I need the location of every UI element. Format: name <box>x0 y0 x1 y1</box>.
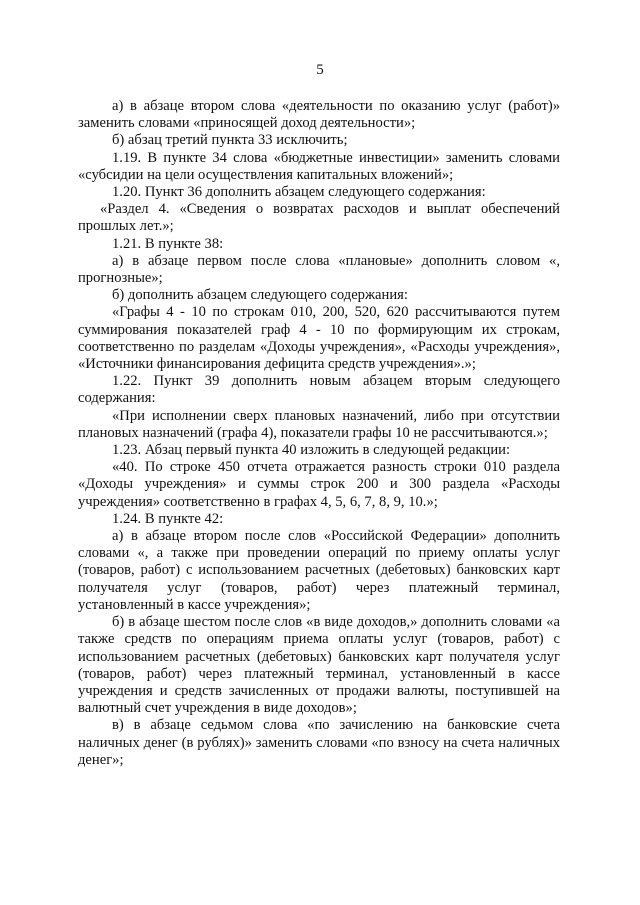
paragraph-3: 1.19. В пункте 34 слова «бюджетные инвестиции» заменить словами «субсидии на цели осуществления капитальных вложений»; <box>78 149 560 183</box>
paragraph-15: а) в абзаце втором после слов «Российской Федерации» дополнить словами «, а также при проведении операций по приему оплаты услуг (товаров, работ) с использованием расчетных (дебетовых) банковских карт получателя услуг (товаров, работ) через платежный терминал, установленный в кассе учреждения»; <box>78 528 560 613</box>
paragraph-1: а) в абзаце втором слова «деятельности по оказанию услуг (работ)» заменить словами «приносящей доход деятельности»; <box>78 98 560 132</box>
page-number: 5 <box>316 62 324 78</box>
document-body <box>78 98 560 769</box>
paragraph-17: в) в абзаце седьмом слова «по зачислению на банковские счета наличных денег (в рублях)» заменить словами «по взносу на счета наличных денег»; <box>78 717 560 768</box>
paragraph-2: б) абзац третий пункта 33 исключить; <box>112 132 348 149</box>
paragraph-11: «При исполнении сверх плановых назначений, либо при отсутствии плановых назначений (графа 4), показатели графы 10 не рассчитываются.»; <box>78 407 560 441</box>
paragraph-5: «Раздел 4. «Сведения о возвратах расходов и выплат обеспечений прошлых лет.»; <box>78 201 560 235</box>
paragraph-8: б) дополнить абзацем следующего содержания: <box>112 287 408 304</box>
paragraph-9: «Графы 4 - 10 по строкам 010, 200, 520, 620 рассчитываются путем суммирования показателей граф 4 - 10 по формирующим их строкам, соответственно по разделам «Доходы учреждения», «Расходы учреждения», «Источники финансирования дефицита средств учреждения».»; <box>78 304 560 373</box>
paragraph-13: «40. По строке 450 отчета отражается разность строки 010 раздела «Доходы учреждения» и суммы строк 200 и 300 раздела «Расходы учреждения» соответственно в графах 4, 5, 6, 7, 8, 9, 10.»; <box>78 459 560 510</box>
paragraph-10: 1.22. Пункт 39 дополнить новым абзацем вторым следующего содержания: <box>78 373 560 407</box>
paragraph-12: 1.23. Абзац первый пункта 40 изложить в следующей редакции: <box>112 442 511 459</box>
paragraph-16: б) в абзаце шестом после слов «в виде доходов,» дополнить словами «а также средств по операциям приема оплаты услуг (товаров, работ) с использованием расчетных (дебетовых) банковских карт получателя услуг (товаров, работ) через платежный терминал, установленный в кассе учреждения и средств зачисленных от продажи валюты, поступившей на валютный счет учреждения в виде доходов»; <box>78 614 560 717</box>
paragraph-14: 1.24. В пункте 42: <box>112 510 224 527</box>
paragraph-6: 1.21. В пункте 38: <box>112 235 224 252</box>
paragraph-4: 1.20. Пункт 36 дополнить абзацем следующего содержания: <box>112 184 486 201</box>
paragraph-7: а) в абзаце первом после слова «плановые» дополнить словом «, прогнозные»; <box>78 252 560 287</box>
